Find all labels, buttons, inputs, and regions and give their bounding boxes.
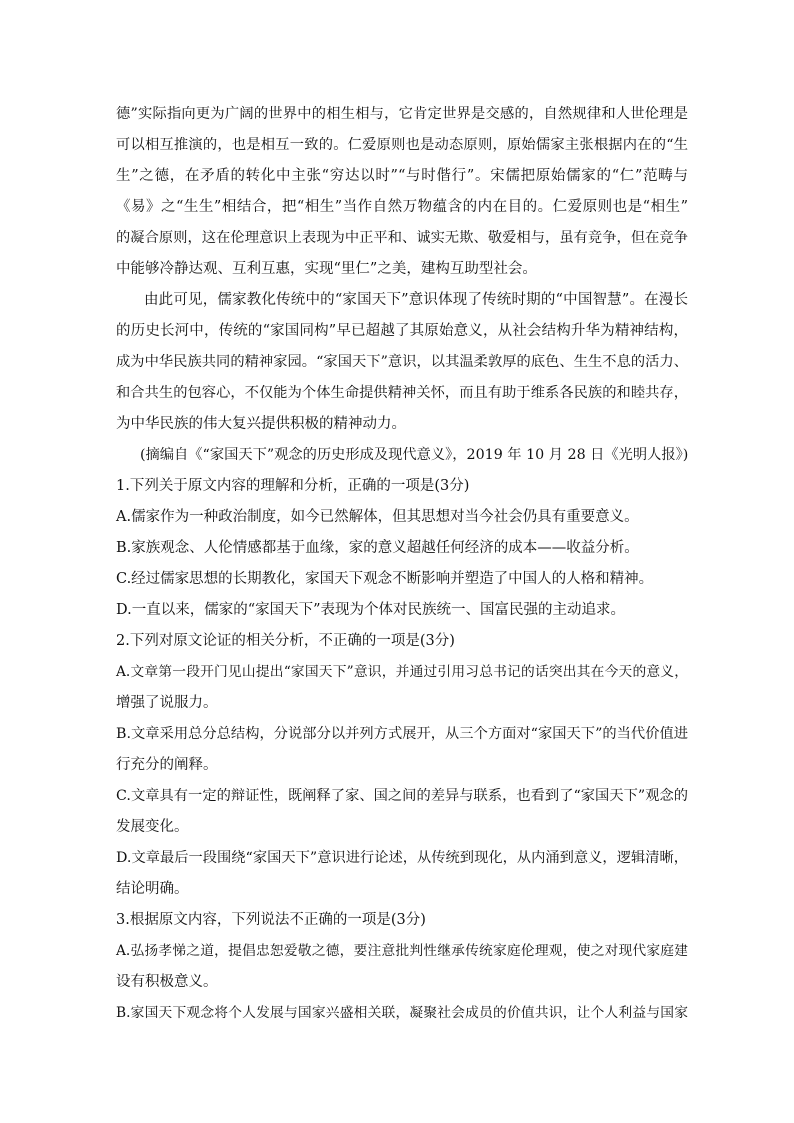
paragraph-line: 中能够冷静达观、互利互惠，实现“里仁”之美，建构互助型社会。 xyxy=(116,261,537,277)
question-1-stem: 1.下列关于原文内容的理解和分析，正确的一项是(3分) xyxy=(116,478,470,494)
paragraph-line: 的凝合原则，这在伦理意识上表现为中正平和、诚实无欺、敬爱相与，虽有竞争，但在竞争 xyxy=(116,230,688,246)
paragraph-line: 可以相互推演的，也是相互一致的。仁爱原则也是动态原则，原始儒家主张根据内在的“生 xyxy=(116,137,688,153)
question-1-option-b: B.家族观念、人伦情感都基于血缘，家的意义超越任何经济的成本——收益分析。 xyxy=(116,540,639,556)
question-2-stem: 2.下列对原文论证的相关分析，不正确的一项是(3分) xyxy=(116,633,455,649)
question-2-option-c-cont: 发展变化。 xyxy=(116,819,189,835)
paragraph-line: 和合共生的包容心，不仅能为个体生命提供精神关怀，而且有助于维系各民族的和睦共存， xyxy=(116,385,688,401)
question-3-stem: 3.根据原文内容，下列说法不正确的一项是(3分) xyxy=(116,912,426,928)
question-2-option-c: C.文章具有一定的辩证性，既阐释了家、国之间的差异与联系，也看到了“家国天下”观念的 xyxy=(116,788,688,804)
question-2-option-d: D.文章最后一段围绕“家国天下”意识进行论述，从传统到现化，从内涌到意义，逻辑清晰， xyxy=(116,850,688,866)
paragraph-line: 的历史长河中，传统的“家国同构”早已超越了其原始意义，从社会结构升华为精神结构， xyxy=(116,323,688,339)
question-3-option-a-cont: 设有积极意义。 xyxy=(116,974,218,990)
paragraph-line: 《易》之“生生”相结合，把“相生”当作自然万物蕴含的内在目的。仁爱原则也是“相生” xyxy=(116,199,688,215)
question-3-option-a: A.弘扬孝悌之道，提倡忠恕爱敬之德，要注意批判性继承传统家庭伦理观，使之对现代家庭建 xyxy=(116,943,688,959)
question-2-option-d-cont: 结论明确。 xyxy=(116,881,189,897)
question-2-option-b: B.文章采用总分总结构，分说部分以并列方式展开，从三个方面对“家国天下”的当代价值进 xyxy=(116,726,688,742)
question-2-option-a: A.文章第一段开门见山提出“家国天下”意识，并通过引用习总书记的话突出其在今天的意义， xyxy=(116,664,688,680)
question-1-option-d: D.一直以来，儒家的“家国天下”表现为个体对民族统一、国富民强的主动追求。 xyxy=(116,602,626,618)
question-3-option-b: B.家国天下观念将个人发展与国家兴盛相关联，凝聚社会成员的价值共识，让个人利益与国家 xyxy=(116,1005,688,1021)
paragraph-line: 德”实际指向更为广阔的世界中的相生相与，它肯定世界是交感的，自然规律和人世伦理是 xyxy=(116,106,688,122)
paragraph-line: 成为中华民族共同的精神家园。“家国天下”意识，以其温柔敦厚的底色、生生不息的活力、 xyxy=(116,354,688,370)
paragraph-line: 由此可见，儒家教化传统中的“家国天下”意识体现了传统时期的“中国智慧”。在漫长 xyxy=(144,292,688,308)
question-2-option-a-cont: 增强了说服力。 xyxy=(116,695,218,711)
paragraph-line: 生”之德，在矛盾的转化中主张“穷达以时”“与时偕行”。宋儒把原始儒家的“仁”范畴与 xyxy=(116,168,688,184)
question-1-option-c: C.经过儒家思想的长期教化，家国天下观念不断影响并塑造了中国人的人格和精神。 xyxy=(116,571,654,587)
question-1-option-a: A.儒家作为一种政治制度，如今已然解体，但其思想对当今社会仍具有重要意义。 xyxy=(116,509,639,525)
paragraph-line: 为中华民族的伟大复兴提供积极的精神动力。 xyxy=(116,416,406,432)
question-2-option-b-cont: 行充分的阐释。 xyxy=(116,757,218,773)
source-citation: (摘编自《“家国天下”观念的历史形成及现代意义》，2019 年 10 月 28 日《光明人报》) xyxy=(140,447,689,463)
